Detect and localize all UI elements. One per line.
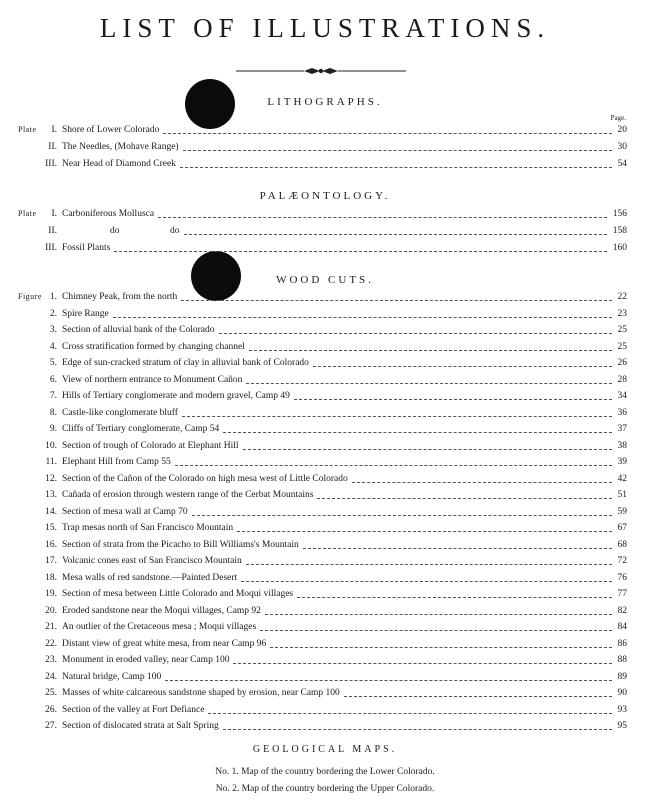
dot-leader xyxy=(249,350,612,351)
entry-page: 59 xyxy=(617,506,627,517)
entry-title: Fossil Plants xyxy=(62,243,111,253)
entry-number: 26. xyxy=(45,704,57,715)
entry-number: 21. xyxy=(45,622,57,632)
entry-page: 93 xyxy=(617,704,627,715)
entry-title: Section of dislocated strata at Salt Spring xyxy=(62,721,219,731)
entry-page: 77 xyxy=(617,589,627,599)
entry-number: 3. xyxy=(49,325,57,335)
entry-row xyxy=(0,589,650,606)
entry-title: Cañada of erosion through western range of the Cerbat Mountains xyxy=(62,490,314,500)
entry-title: Trap mesas north of San Francisco Mountain xyxy=(62,523,234,533)
entry-title: do xyxy=(110,226,120,236)
entry-row xyxy=(0,209,650,226)
entry-title: The Needles, (Mohave Range) xyxy=(62,142,179,152)
dot-leader xyxy=(270,647,612,648)
entry-page: 82 xyxy=(617,605,627,616)
entry-page: 88 xyxy=(617,655,627,665)
entry-title: Natural bridge, Camp 100 xyxy=(62,671,162,682)
entry-title: Section of the Cañon of the Colorado on high mesa west of Little Colorado xyxy=(62,473,348,484)
dot-leader xyxy=(260,630,612,631)
entry-number: 8. xyxy=(49,407,57,418)
entry-row xyxy=(0,688,650,705)
dot-leader xyxy=(175,465,612,466)
entry-title: Masses of white calcareous sandstone shaped by erosion, near Camp 100 xyxy=(62,688,340,698)
geological-maps-heading: GEOLOGICAL MAPS. xyxy=(252,744,398,755)
entry-row xyxy=(0,457,650,474)
entry-row xyxy=(0,292,650,309)
entry-number: 27. xyxy=(45,721,57,731)
entry-row xyxy=(0,358,650,375)
entry-title: Monument in eroded valley, near Camp 100 xyxy=(62,655,230,665)
entry-number: 6. xyxy=(49,374,57,385)
entry-number: 22. xyxy=(45,638,57,649)
entry-page: 28 xyxy=(617,374,627,385)
entry-page: 158 xyxy=(612,226,627,236)
entry-row xyxy=(0,142,650,159)
dot-leader xyxy=(294,399,612,400)
dot-leader xyxy=(113,317,612,318)
entry-page: 38 xyxy=(617,440,627,451)
entry-number: 16. xyxy=(45,539,57,550)
dot-leader xyxy=(114,251,607,252)
entry-number: 20. xyxy=(45,605,57,616)
dot-leader xyxy=(181,300,612,301)
entry-page: 95 xyxy=(617,721,627,731)
entry-number: 4. xyxy=(49,341,57,352)
entry-page: 76 xyxy=(617,572,627,583)
entry-page: 156 xyxy=(612,209,627,219)
ornament-divider xyxy=(236,65,406,77)
entry-page: 68 xyxy=(617,539,627,550)
entry-number: 1. xyxy=(49,292,57,302)
map-title: Map of the country bordering the Upper Colorado. xyxy=(241,784,435,794)
entry-page: 25 xyxy=(617,325,627,335)
dot-leader xyxy=(192,515,612,516)
entry-title: Shore of Lower Colorado xyxy=(62,125,160,135)
entry-row xyxy=(0,424,650,441)
lithographs-heading: LITHOGRAPHS. xyxy=(267,96,383,108)
entry-row xyxy=(0,342,650,359)
entry-page: 30 xyxy=(617,142,627,152)
entry-row xyxy=(0,159,650,176)
entry-page: 86 xyxy=(617,638,627,649)
entry-row xyxy=(0,226,650,243)
dot-leader xyxy=(182,416,612,417)
entry-number: III. xyxy=(45,159,57,169)
entry-row xyxy=(0,325,650,342)
entry-title-ditto: do xyxy=(170,226,180,236)
entry-number: II. xyxy=(48,142,57,152)
dot-leader xyxy=(303,548,612,549)
entry-page: 84 xyxy=(617,622,627,632)
entry-number: 11. xyxy=(45,457,57,467)
entry-row xyxy=(0,507,650,524)
dot-leader xyxy=(344,696,612,697)
entry-page: 90 xyxy=(617,688,627,698)
entry-number: 7. xyxy=(49,391,57,401)
dot-leader xyxy=(233,663,612,664)
entry-number: 23. xyxy=(45,655,57,665)
dot-leader xyxy=(297,597,612,598)
entry-row xyxy=(0,441,650,458)
entry-title: Elephant Hill from Camp 55 xyxy=(62,457,171,467)
dot-leader xyxy=(223,729,612,730)
dot-leader xyxy=(165,680,612,681)
dot-leader xyxy=(183,150,612,151)
entry-page: 36 xyxy=(617,407,627,418)
entry-title: Section of mesa wall at Camp 70 xyxy=(62,506,188,517)
entry-number: 18. xyxy=(45,572,57,583)
entry-page: 37 xyxy=(617,424,627,434)
dot-leader xyxy=(241,581,612,582)
entry-page: 34 xyxy=(617,391,627,401)
entry-page: 72 xyxy=(617,556,627,566)
entry-number: I. xyxy=(51,125,57,135)
entry-row xyxy=(0,474,650,491)
entry-number: II. xyxy=(48,226,57,236)
entry-row xyxy=(0,705,650,722)
map-entry xyxy=(0,784,650,794)
dot-leader xyxy=(158,217,607,218)
entry-title: Eroded sandstone near the Moqui villages, Camp 92 xyxy=(62,605,261,616)
dot-leader xyxy=(208,713,612,714)
entry-row xyxy=(0,655,650,672)
entry-page: 39 xyxy=(617,457,627,467)
entry-row xyxy=(0,523,650,540)
entry-page: 160 xyxy=(612,243,627,253)
entry-title: Mesa walls of red sandstone.—Painted Desert xyxy=(62,572,238,583)
dot-leader xyxy=(219,333,612,334)
entry-row xyxy=(0,573,650,590)
page-title: LIST OF ILLUSTRATIONS. xyxy=(99,13,551,43)
entry-title: Carboniferous Mollusca xyxy=(62,209,155,219)
entry-title: Volcanic cones east of San Francisco Mountain xyxy=(62,556,242,566)
entry-page: 42 xyxy=(617,473,627,484)
entry-page: 25 xyxy=(617,341,627,352)
map-entry xyxy=(0,767,650,777)
entry-title: Distant view of great white mesa, from near Camp 96 xyxy=(62,638,267,649)
entry-page: 20 xyxy=(617,125,627,135)
page-column-label: Page. xyxy=(610,114,626,122)
entry-title: View of northern entrance to Monument Cañon xyxy=(62,374,243,385)
dot-leader xyxy=(237,531,612,532)
entry-title: Section of strata from the Picacho to Bill Williams's Mountain xyxy=(62,539,299,550)
dot-leader xyxy=(317,498,612,499)
entry-row xyxy=(0,622,650,639)
entry-title: Spire Range xyxy=(62,308,109,319)
entry-number: 9. xyxy=(49,424,57,434)
entry-page: 51 xyxy=(617,490,627,500)
entry-number: 15. xyxy=(45,523,57,533)
dot-leader xyxy=(246,564,612,565)
entry-title: Castle-like conglomerate bluff xyxy=(62,407,178,418)
entry-prefix: Figure xyxy=(18,292,42,301)
entry-title: Chimney Peak, from the north xyxy=(62,292,178,302)
entry-row xyxy=(0,606,650,623)
entry-number: 24. xyxy=(45,671,57,682)
dot-leader xyxy=(180,167,612,168)
entry-page: 67 xyxy=(617,523,627,533)
entry-prefix: Plate xyxy=(18,209,37,218)
entry-number: I. xyxy=(51,209,57,219)
entry-title: Edge of sun-cracked stratum of clay in alluvial bank of Colorado xyxy=(62,358,309,368)
entry-row xyxy=(0,408,650,425)
map-title: Map of the country bordering the Lower Colorado. xyxy=(241,767,435,777)
entry-row xyxy=(0,556,650,573)
entry-title: Cliffs of Tertiary conglomerate, Camp 54 xyxy=(62,424,220,434)
entry-row xyxy=(0,125,650,142)
dot-leader xyxy=(265,614,612,615)
map-number: No. 2. xyxy=(215,784,240,794)
dot-leader xyxy=(184,234,607,235)
dot-leader xyxy=(246,383,612,384)
entry-number: 17. xyxy=(45,556,57,566)
map-number: No. 1. xyxy=(215,767,239,777)
entry-page: 54 xyxy=(617,159,627,169)
entry-row xyxy=(0,375,650,392)
dot-leader xyxy=(243,449,612,450)
dot-leader xyxy=(223,432,612,433)
entry-page: 26 xyxy=(617,358,627,368)
entry-title: An outlier of the Cretaceous mesa ; Moqui villages xyxy=(62,622,257,632)
entry-row xyxy=(0,391,650,408)
entry-title: Cross stratification formed by changing channel xyxy=(62,341,245,352)
dot-leader xyxy=(313,366,612,367)
dot-leader xyxy=(163,133,612,134)
entry-number: 5. xyxy=(49,358,57,368)
entry-row xyxy=(0,490,650,507)
entry-row xyxy=(0,672,650,689)
entry-title: Hills of Tertiary conglomerate and modern gravel, Camp 49 xyxy=(62,391,290,401)
entry-page: 22 xyxy=(617,292,627,302)
entry-row xyxy=(0,309,650,326)
entry-number: 25. xyxy=(45,688,57,698)
entry-prefix: Plate xyxy=(18,125,37,134)
entry-number: 13. xyxy=(45,490,57,500)
dot-leader xyxy=(352,482,612,483)
entry-page: 89 xyxy=(617,671,627,682)
palaeontology-heading: PALÆONTOLOGY. xyxy=(259,190,391,202)
entry-title: Section of the valley at Fort Defiance xyxy=(62,704,205,715)
entry-number: 2. xyxy=(49,308,57,319)
entry-number: 14. xyxy=(45,506,57,517)
entry-row xyxy=(0,639,650,656)
entry-row xyxy=(0,243,650,260)
entry-number: 12. xyxy=(45,473,57,484)
entry-title: Section of trough of Colorado at Elephant Hill xyxy=(62,440,239,451)
entry-row xyxy=(0,540,650,557)
entry-row xyxy=(0,721,650,738)
entry-number: 10. xyxy=(45,440,57,451)
entry-page: 23 xyxy=(617,308,627,319)
woodcuts-heading: WOOD CUTS. xyxy=(276,274,374,286)
entry-title: Section of mesa between Little Colorado and Moqui villages xyxy=(62,589,294,599)
entry-number: III. xyxy=(45,243,57,253)
entry-title: Section of alluvial bank of the Colorado xyxy=(62,325,215,335)
entry-number: 19. xyxy=(45,589,57,599)
entry-title: Near Head of Diamond Creek xyxy=(62,159,176,169)
